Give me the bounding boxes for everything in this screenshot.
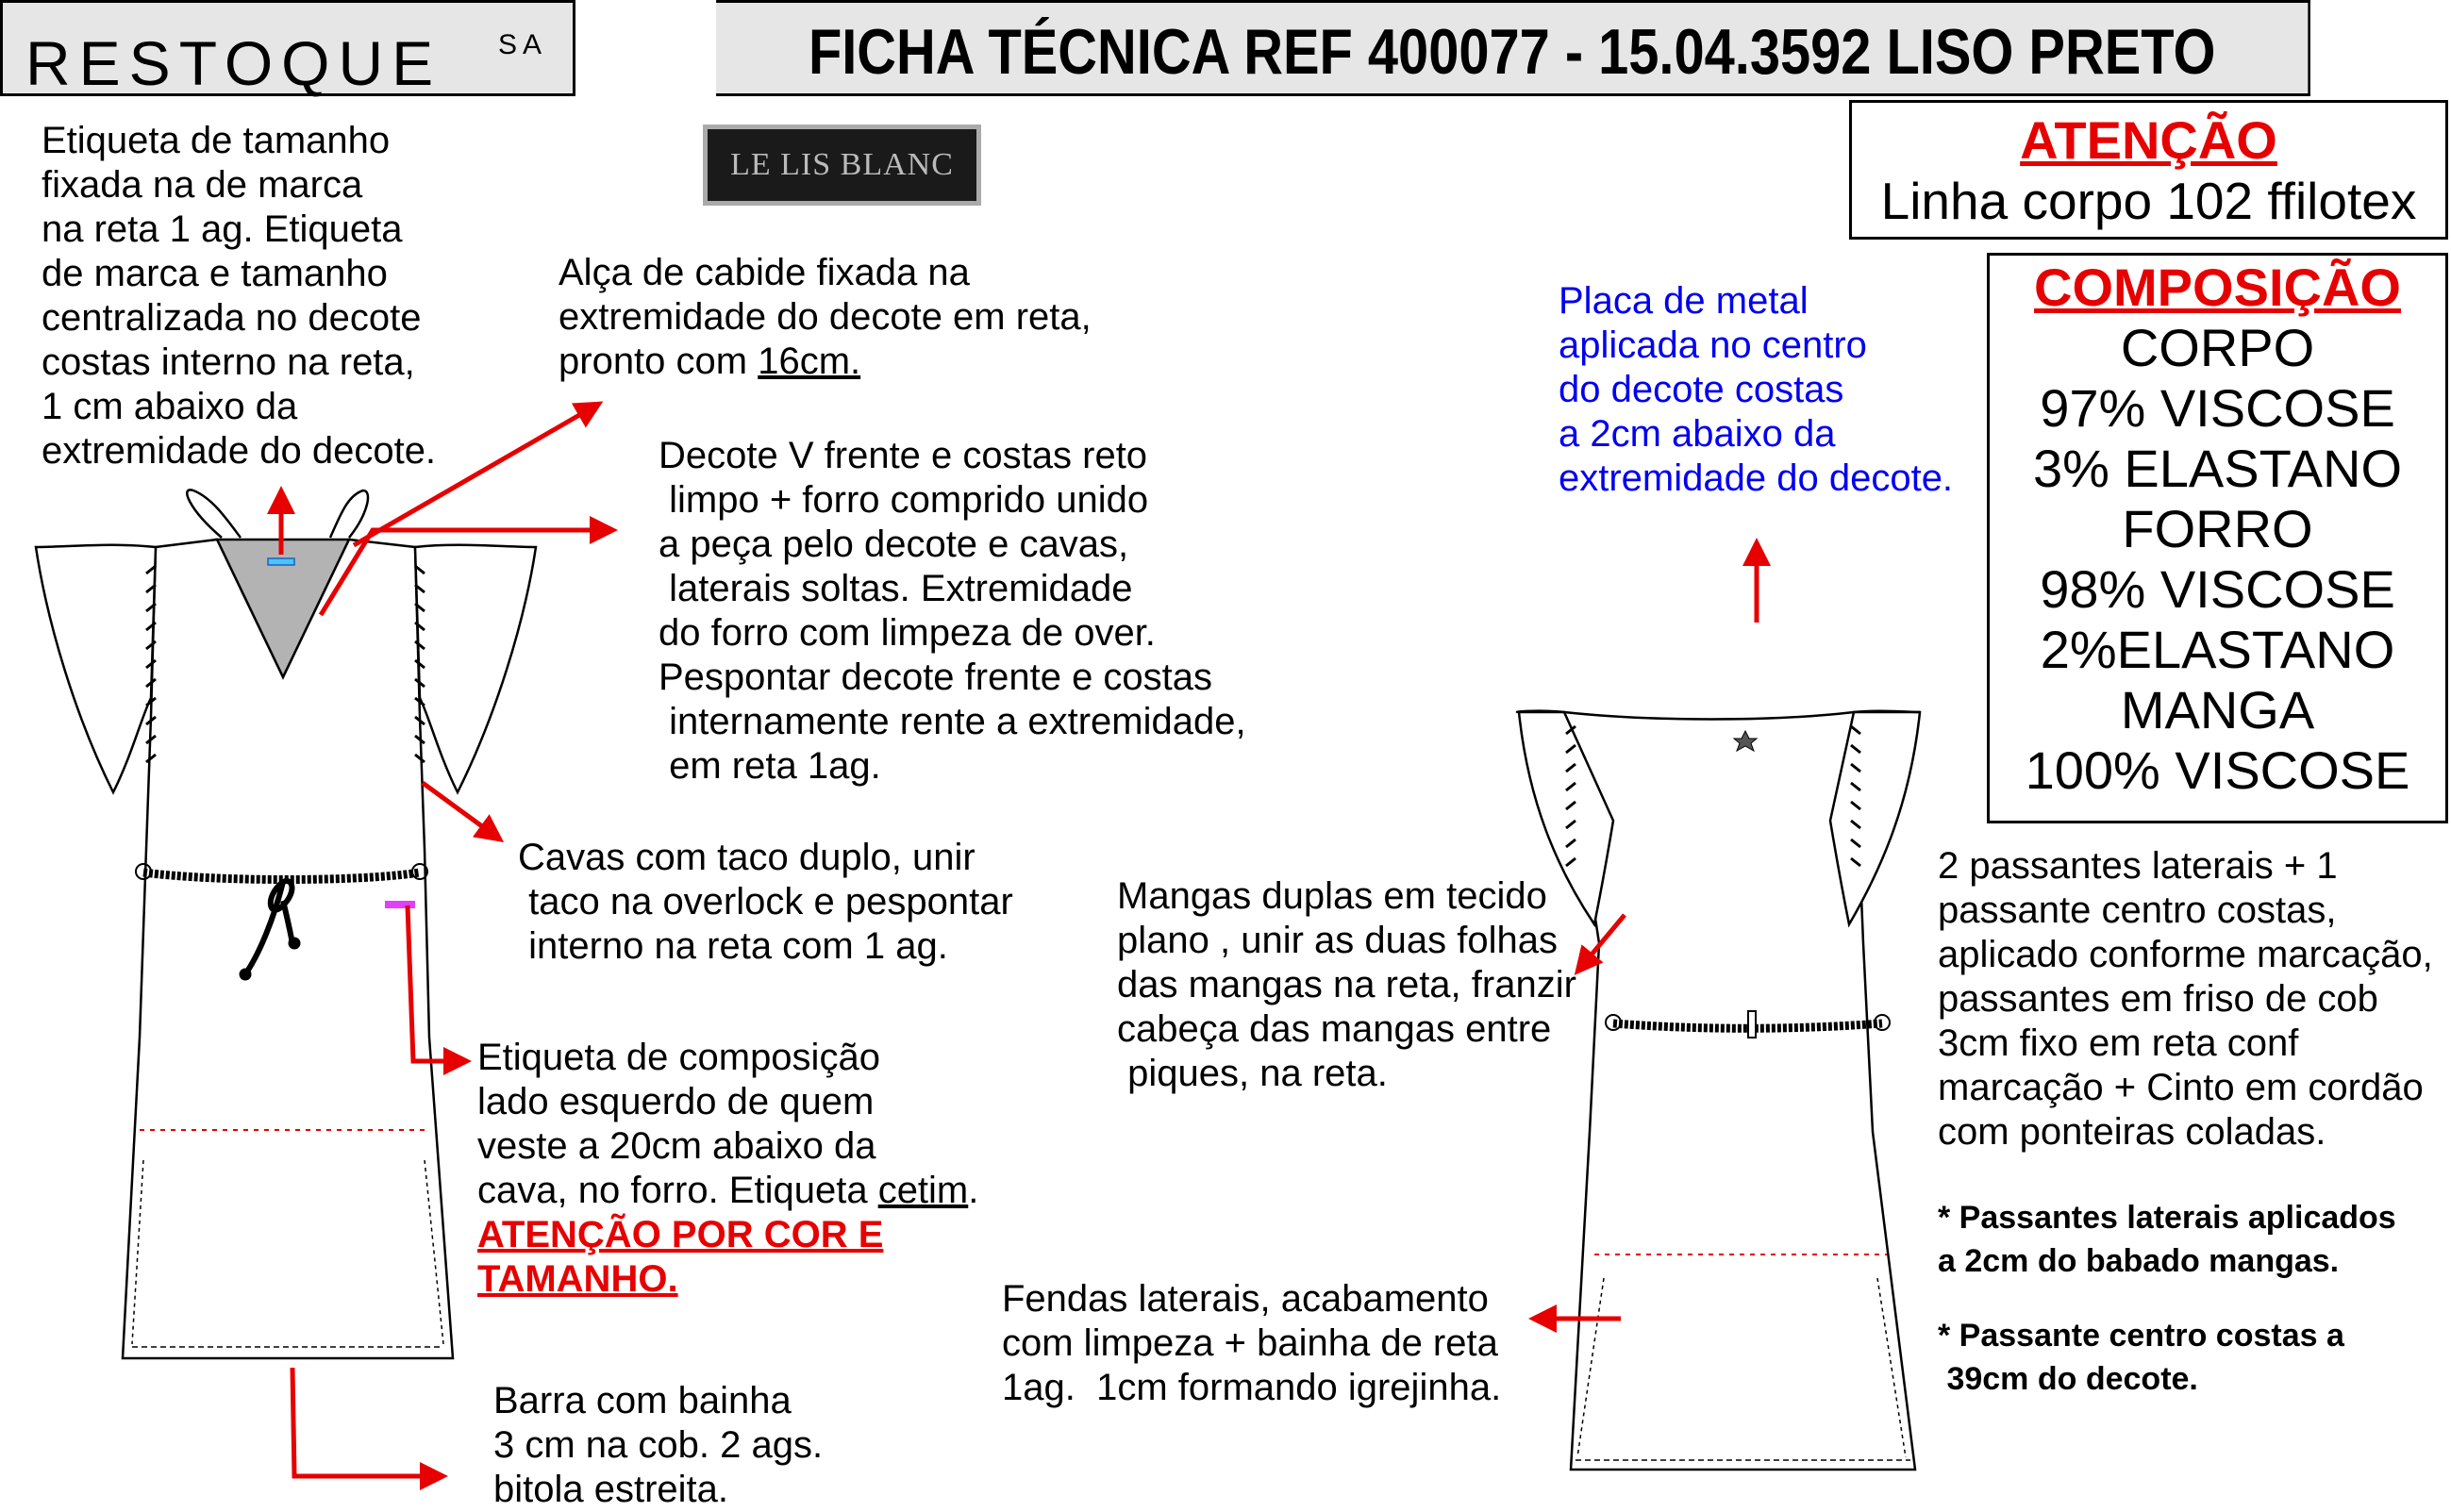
attention-size-word: TAMANHO	[477, 1258, 668, 1300]
composition-line: 97% VISCOSE	[2040, 378, 2395, 438]
attention-color-size-line1: ATENÇÃO POR COR E	[477, 1214, 884, 1255]
neckline-note: Decote V frente e costas reto limpo + forro comprido unido a peça pelo decote e cavas, laterais soltas. Extremidade do forro com limpeza de over. Pespontar decote frente e costas internamente rente a extremidade, em reta 1ag.	[659, 435, 1246, 787]
armholes-note: Cavas com taco duplo, unir taco na overlock e pespontar interno na reta com 1 ag.	[518, 837, 1013, 967]
composition-line: 2%ELASTANO	[2040, 620, 2395, 679]
hanger-loop-length: 16cm.	[758, 341, 861, 382]
brand-suffix: SA	[498, 29, 548, 60]
hanger-loop-text: Alça de cabide fixada na extremidade do decote em reta, pronto com	[559, 252, 1092, 382]
size-label-note: Etiqueta de tamanho fixada na de marca na reta 1 ag. Etiqueta de marca e tamanho centralizada no decote costas interno na reta, 1 cm abaixo da extremidade do decote.	[42, 120, 437, 472]
composition-line: 98% VISCOSE	[2040, 559, 2395, 619]
center-loop-note: * Passante centro costas a 39cm do decote.	[1938, 1318, 2344, 1397]
attention-body: Linha corpo 102 ffilotex	[1880, 172, 2417, 230]
attention-box	[1849, 100, 2448, 240]
composition-line: 100% VISCOSE	[2025, 740, 2410, 800]
attention-color-size-line2	[477, 1257, 678, 1302]
attention-title: ATENÇÃO	[2020, 110, 2277, 170]
composition-label-dot: .	[968, 1170, 979, 1211]
side-loops-note: * Passantes laterais aplicados a 2cm do babado mangas.	[1938, 1200, 2396, 1279]
sleeves-note: Mangas duplas em tecido plano , unir as duas folhas das mangas na reta, franzir cabeça das mangas entre piques, na reta.	[1117, 875, 1576, 1094]
hanger-loop-note	[559, 251, 1092, 384]
slits-note: Fendas laterais, acabamento com limpeza + bainha de reta 1ag. 1cm formando igrejinha.	[1002, 1278, 1502, 1408]
page-title: FICHA TÉCNICA REF 400077 - 15.04.3592 LISO PRETO	[716, 0, 2310, 96]
belt-loops-note: 2 passantes laterais + 1 passante centro costas, aplicado conforme marcação, passantes em friso de cob 3cm fixo em reta conf marcação + Cinto em cordão com ponteiras coladas.	[1938, 845, 2433, 1153]
composition-label-text: Etiqueta de composição lado esquerdo de quem veste a 20cm abaixo da cava, no forro. Etiqueta	[477, 1037, 880, 1211]
composition-line: CORPO	[2120, 318, 2315, 377]
composition-label-note	[477, 1036, 978, 1213]
brand-name: RESTOQUE	[25, 28, 442, 98]
hem-note: Barra com bainha 3 cm na cob. 2 ags. bitola estreita.	[493, 1380, 824, 1510]
brand-label-image: LE LIS BLANC	[703, 125, 981, 206]
attention-dot: .	[667, 1258, 678, 1300]
size-label-marker	[268, 558, 294, 565]
composition-label-marker	[385, 901, 415, 908]
back-dress-drawing	[1517, 711, 1920, 1470]
composition-title: COMPOSIÇÃO	[2034, 258, 2401, 317]
metal-plate-note: Placa de metal aplicada no centro do decote costas a 2cm abaixo da extremidade do decote.	[1559, 280, 1954, 499]
composition-line: FORRO	[2122, 499, 2313, 558]
composition-line: 3% ELASTANO	[2032, 439, 2403, 498]
composition-label-material: cetim	[877, 1170, 969, 1211]
composition-line: MANGA	[2120, 680, 2315, 739]
composition-box	[1987, 253, 2448, 823]
